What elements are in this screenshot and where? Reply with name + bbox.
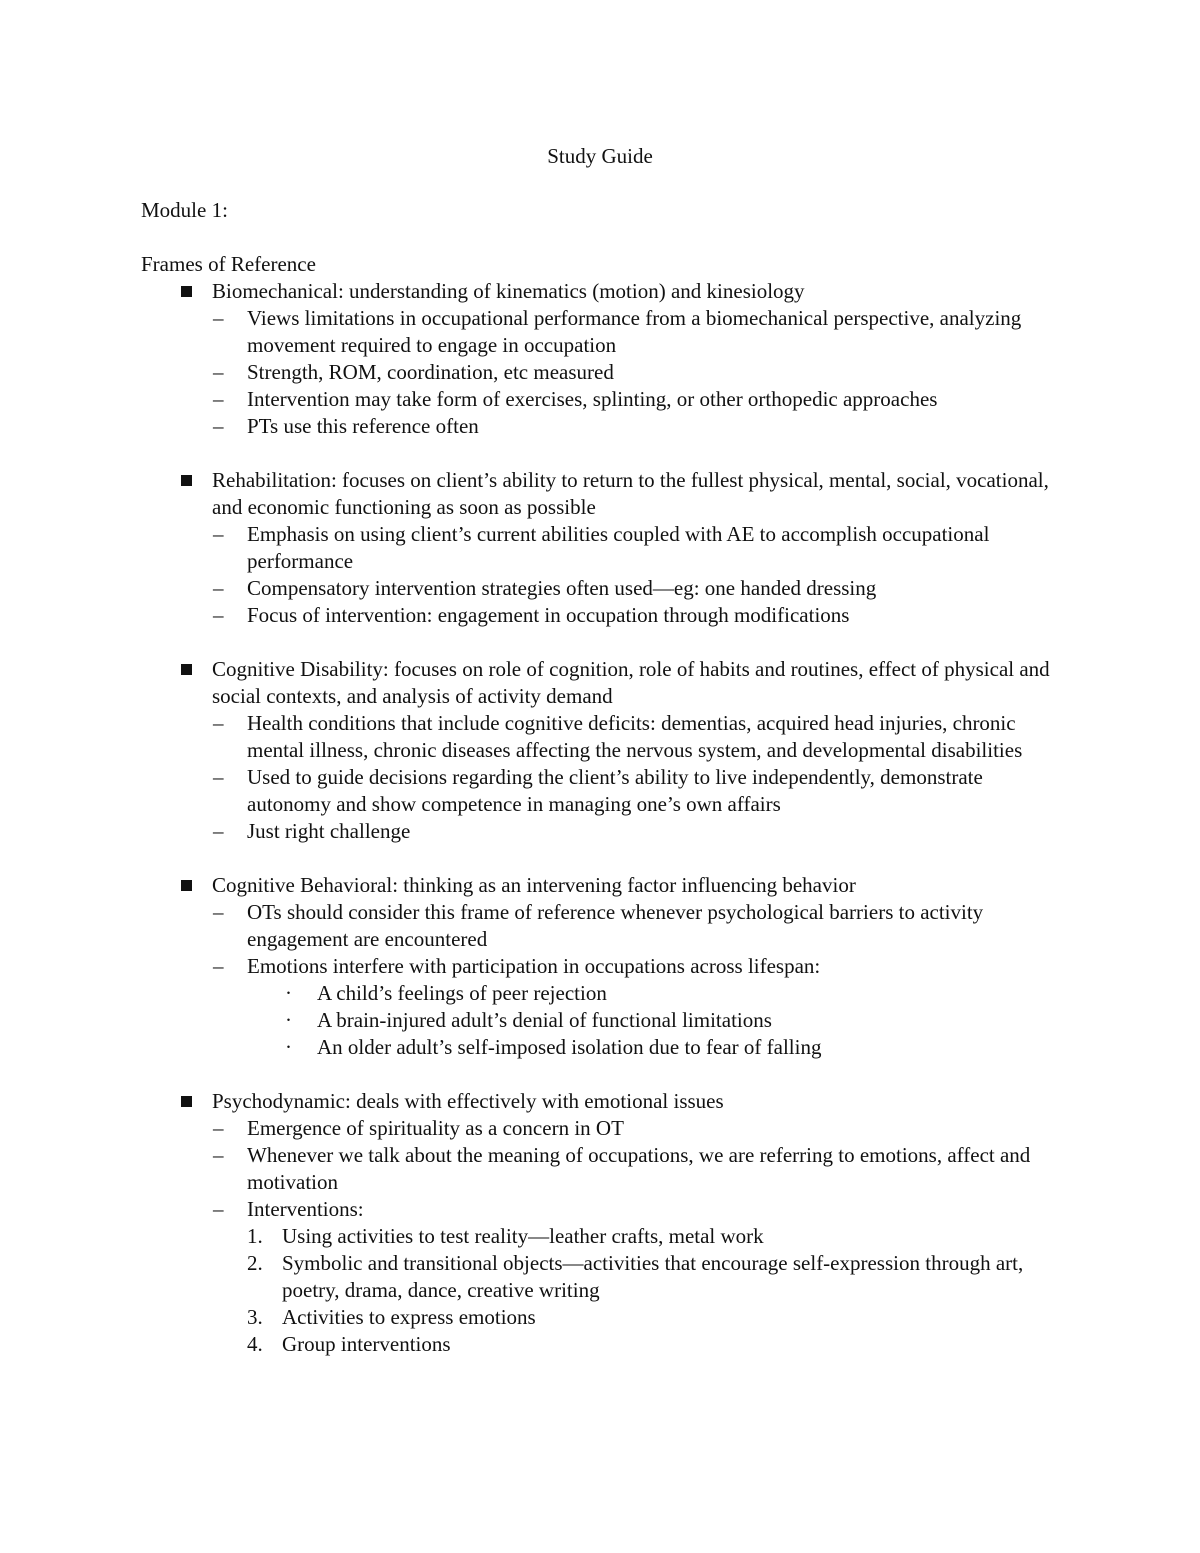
- list-item-text: Emphasis on using client’s current abilities coupled with AE to accomplish occupational performance: [247, 522, 990, 573]
- square-bullet-icon: [181, 880, 192, 891]
- dash-bullet-icon: –: [213, 576, 224, 600]
- list-item-text: Health conditions that include cognitive deficits: dementias, acquired head injuries, chronic mental illness, chronic diseases affecting the nervous system, and developmental disabilities: [247, 711, 1023, 762]
- list-item: [212, 1115, 1061, 1142]
- numbered-item: [247, 1331, 1061, 1358]
- dash-bullet-icon: –: [213, 1143, 224, 1167]
- list-item-text: Strength, ROM, coordination, etc measured: [247, 360, 614, 384]
- dash-bullet-icon: –: [213, 1116, 224, 1140]
- list-item: [212, 575, 1061, 602]
- dash-bullet-icon: –: [213, 765, 224, 789]
- dash-bullet-icon: –: [213, 711, 224, 735]
- number-marker: 1.: [247, 1224, 263, 1248]
- frame-cognitive-behavioral: [141, 872, 1061, 1061]
- list-item-text: Used to guide decisions regarding the client’s ability to live independently, demonstrate autonomy and show competence in managing one’s own affairs: [247, 765, 983, 816]
- square-bullet-icon: [181, 286, 192, 297]
- list-item-text: Compensatory intervention strategies often used—eg: one handed dressing: [247, 576, 877, 600]
- frame-text: Psychodynamic: deals with effectively with emotional issues: [212, 1089, 724, 1113]
- frame-psychodynamic: [141, 1088, 1061, 1358]
- list-item: [212, 953, 1061, 1061]
- content: [141, 251, 1061, 1358]
- list-item-text: Views limitations in occupational performance from a biomechanical perspective, analyzing movement required to engage in occupation: [247, 306, 1022, 357]
- numbered-list: [247, 1223, 1061, 1358]
- sub-list-item: [247, 1034, 1061, 1061]
- numbered-item: [247, 1223, 1061, 1250]
- frame-cognitive-disability: [141, 656, 1061, 845]
- frame-text: Cognitive Disability: focuses on role of cognition, role of habits and routines, effect of physical and social contexts, and analysis of activity demand: [212, 657, 1050, 708]
- dash-bullet-icon: –: [213, 522, 224, 546]
- square-bullet-icon: [181, 1096, 192, 1107]
- dash-list: [212, 899, 1061, 1061]
- list-item: [212, 818, 1061, 845]
- sub-list-item: [247, 980, 1061, 1007]
- dash-list: [212, 710, 1061, 845]
- list-item: [212, 305, 1061, 359]
- list-item-text: OTs should consider this frame of reference whenever psychological barriers to activity engagement are encountered: [247, 900, 984, 951]
- section-heading: Frames of Reference: [141, 252, 316, 276]
- frame-text: Rehabilitation: focuses on client’s ability to return to the fullest physical, mental, social, vocational, and economic functioning as soon as possible: [212, 468, 1049, 519]
- list-item-text: Emergence of spirituality as a concern in OT: [247, 1116, 624, 1140]
- dash-bullet-icon: –: [213, 954, 224, 978]
- dot-bullet-icon: ·: [285, 1035, 292, 1059]
- dash-bullet-icon: –: [213, 306, 224, 330]
- square-bullet-icon: [181, 475, 192, 486]
- numbered-item-text: Using activities to test reality—leather crafts, metal work: [282, 1224, 764, 1248]
- dot-bullet-icon: ·: [285, 1008, 292, 1032]
- dash-bullet-icon: –: [213, 387, 224, 411]
- list-item: [212, 359, 1061, 386]
- module-label: Module 1:: [141, 198, 228, 222]
- dash-bullet-icon: –: [213, 603, 224, 627]
- sub-list-item-text: An older adult’s self-imposed isolation due to fear of falling: [317, 1035, 822, 1059]
- dot-list: [247, 980, 1061, 1061]
- dot-bullet-icon: ·: [285, 981, 292, 1005]
- list-item: [212, 602, 1061, 629]
- list-item: [212, 386, 1061, 413]
- list-item: [212, 764, 1061, 818]
- dash-bullet-icon: –: [213, 819, 224, 843]
- list-item: [212, 1196, 1061, 1358]
- frame-rehabilitation: [141, 467, 1061, 629]
- list-item: [212, 1142, 1061, 1196]
- frame-biomechanical: [141, 278, 1061, 440]
- square-bullet-icon: [181, 664, 192, 675]
- number-marker: 2.: [247, 1251, 263, 1275]
- sub-list-item-text: A child’s feelings of peer rejection: [317, 981, 607, 1005]
- list-item: [212, 521, 1061, 575]
- document-title: Study Guide: [547, 144, 653, 168]
- dash-bullet-icon: –: [213, 900, 224, 924]
- number-marker: 3.: [247, 1305, 263, 1329]
- list-item-text: Whenever we talk about the meaning of occupations, we are referring to emotions, affect and motivation: [247, 1143, 1031, 1194]
- number-marker: 4.: [247, 1332, 263, 1356]
- frame-text: Biomechanical: understanding of kinematics (motion) and kinesiology: [212, 279, 805, 303]
- numbered-item: [247, 1250, 1061, 1304]
- list-item: [212, 899, 1061, 953]
- dash-bullet-icon: –: [213, 360, 224, 384]
- list-item-text: Just right challenge: [247, 819, 411, 843]
- list-item-text: Emotions interfere with participation in occupations across lifespan:: [247, 954, 821, 978]
- sub-list-item: [247, 1007, 1061, 1034]
- dash-list: [212, 1115, 1061, 1358]
- numbered-item-text: Group interventions: [282, 1332, 451, 1356]
- sub-list-item-text: A brain-injured adult’s denial of functional limitations: [317, 1008, 772, 1032]
- numbered-item-text: Activities to express emotions: [282, 1305, 536, 1329]
- list-item: [212, 413, 1061, 440]
- numbered-item: [247, 1304, 1061, 1331]
- dash-bullet-icon: –: [213, 1197, 224, 1221]
- dash-list: [212, 521, 1061, 629]
- list-item: [212, 710, 1061, 764]
- frame-text: Cognitive Behavioral: thinking as an intervening factor influencing behavior: [212, 873, 856, 897]
- list-item-text: PTs use this reference often: [247, 414, 479, 438]
- dash-bullet-icon: –: [213, 414, 224, 438]
- list-item-text: Intervention may take form of exercises, splinting, or other orthopedic approaches: [247, 387, 938, 411]
- dash-list: [212, 305, 1061, 440]
- list-item-text: Focus of intervention: engagement in occupation through modifications: [247, 603, 850, 627]
- numbered-item-text: Symbolic and transitional objects—activities that encourage self-expression through art, poetry, drama, dance, creative writing: [282, 1251, 1024, 1302]
- list-item-text: Interventions:: [247, 1197, 364, 1221]
